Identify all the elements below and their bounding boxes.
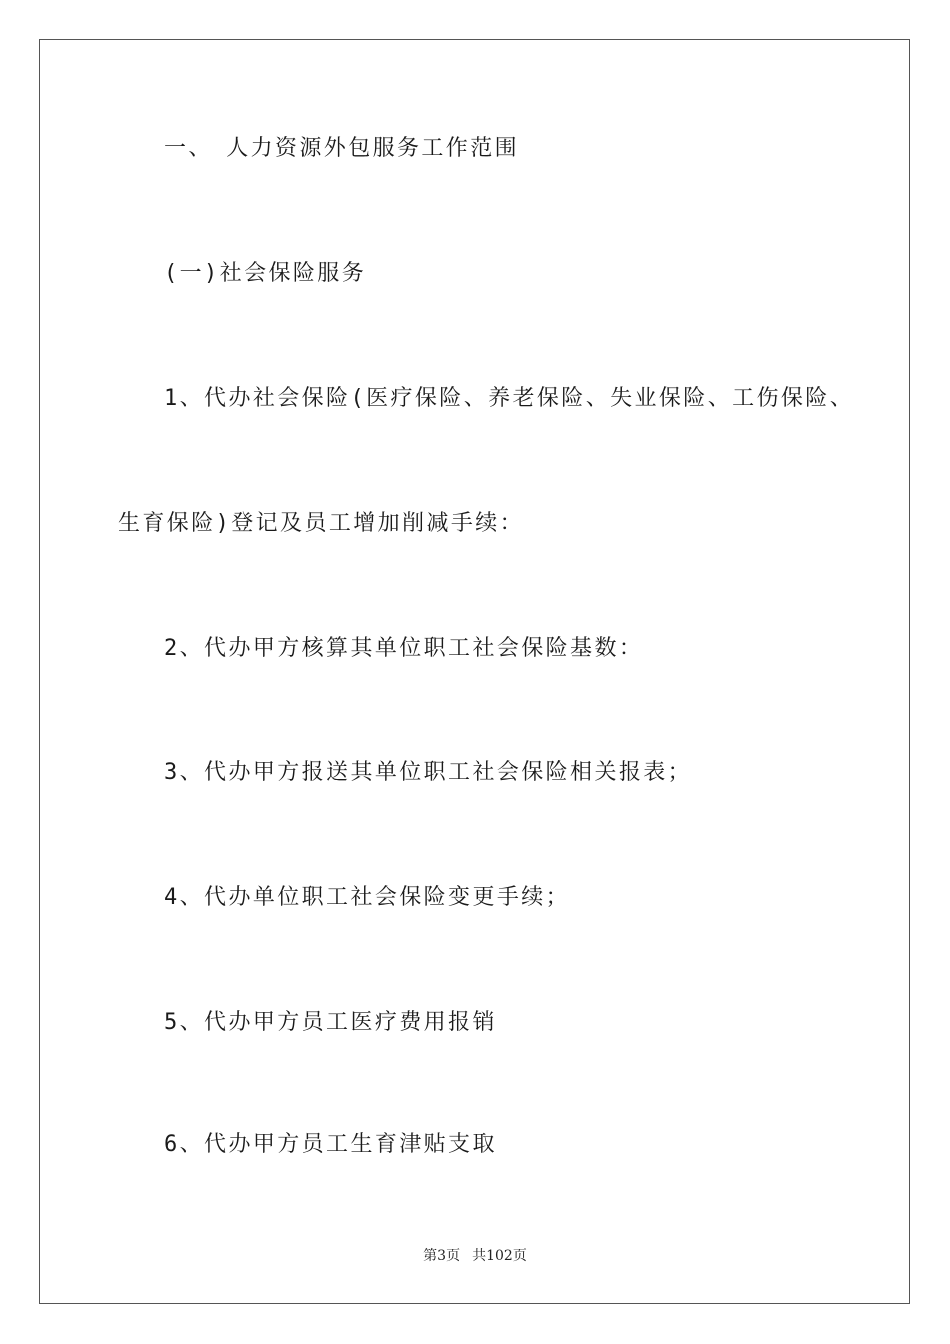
list-item: 6、代办甲方员工生育津贴支取 [164,1132,497,1157]
list-item-continuation: 生育保险)登记及员工增加削减手续： [118,511,525,536]
section-heading: 一、 人力资源外包服务工作范围 [164,136,520,161]
list-item: 2、代办甲方核算其单位职工社会保险基数： [164,636,644,661]
list-item: 5、代办甲方员工医疗费用报销 [164,1010,497,1035]
list-item: 4、代办单位职工社会保险变更手续； [164,885,571,910]
list-item: 1、代办社会保险(医疗保险、养老保险、失业保险、工伤保险、 [164,386,855,411]
list-item: 3、代办甲方报送其单位职工社会保险相关报表； [164,760,693,785]
page-total: 共102页 [472,1248,527,1264]
page-footer [0,1246,950,1266]
page-border [39,39,910,1304]
page-number: 第3页 [423,1248,461,1264]
subsection-heading: (一)社会保险服务 [164,261,367,286]
